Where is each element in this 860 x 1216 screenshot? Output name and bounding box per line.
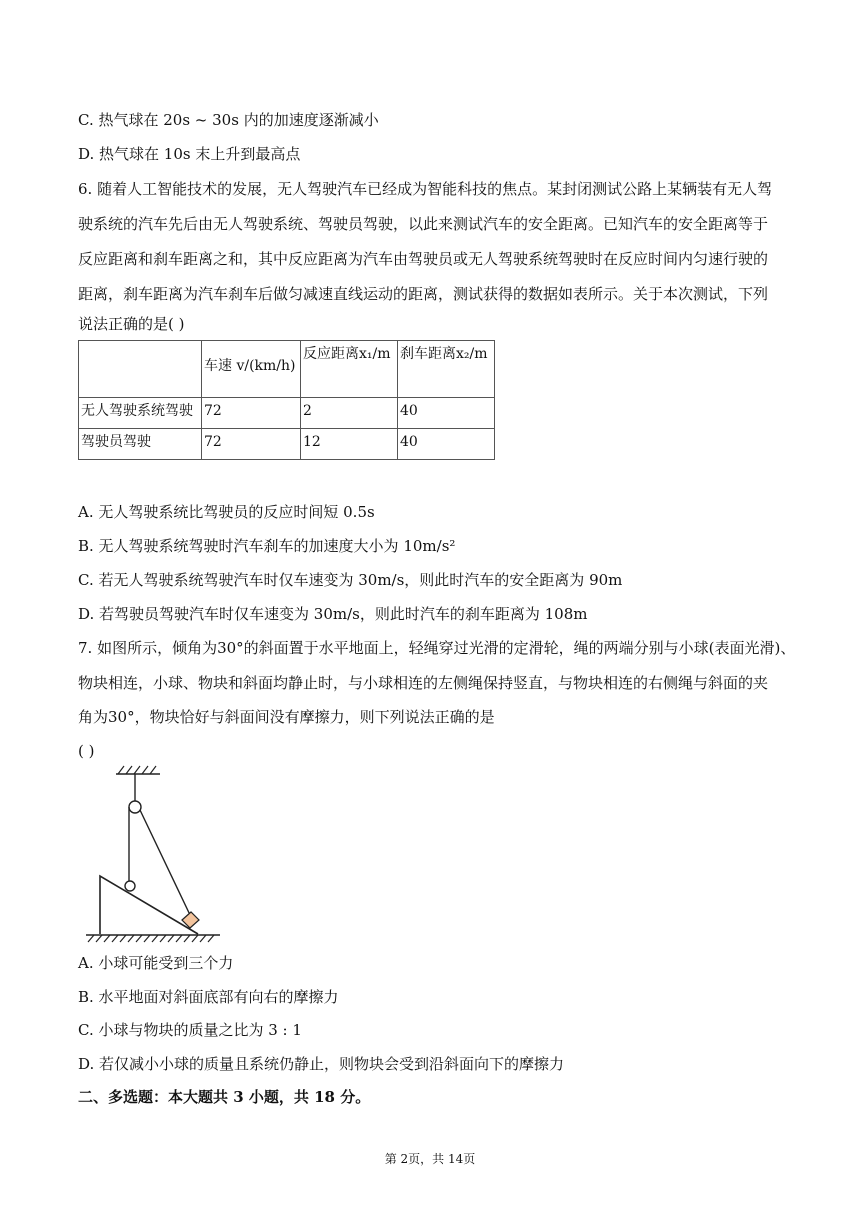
ceiling-hatch [118,766,156,774]
q6-stem-line-3: 反应距离和刹车距离之和，其中反应距离为汽车由驾驶员或无人驾驶系统驾驶时在反应时间内匀速行驶的 [78,250,769,268]
q6-stem-line-2: 驶系统的汽车先后由无人驾驶系统、驾驶员驾驶，以此来测试汽车的安全距离。已知汽车的安全距离等于 [78,215,769,233]
q6-option-d: D. 若驾驶员驾驶汽车时仅车速变为 30m/s，则此时汽车的刹车距离为 108m [78,605,588,623]
q7-stem-line-4: ( ) [78,742,95,760]
ball-icon [125,881,135,891]
incline-outline [100,876,198,934]
option-d-prev: D. 热气球在 10s 末上升到最高点 [78,145,301,163]
q6-option-b: B. 无人驾驶系统驾驶时汽车刹车的加速度大小为 10m/s² [78,537,456,555]
table-header-row [79,341,495,398]
option-c-prev: C. 热气球在 20s ~ 30s 内的加速度逐渐减小 [78,111,379,129]
ground-hatch [88,935,214,942]
page-footer: 第 2页，共 14页 [384,1152,476,1166]
table-cell: 40 [398,429,495,460]
q7-option-b: B. 水平地面对斜面底部有向右的摩擦力 [78,988,339,1006]
table-cell: 无人驾驶系统驾驶 [79,398,202,429]
right-rope [140,810,191,917]
table-row [79,429,495,460]
q7-stem-line-2: 物块相连，小球、物块和斜面均静止时，与小球相连的左侧绳保持竖直，与物块相连的右侧绳与斜面的夹 [78,674,769,692]
table-header-cell [202,341,301,398]
table-cell: 12 [301,429,398,460]
table-cell: 驾驶员驾驶 [79,429,202,460]
table-cell: 72 [202,429,301,460]
section-heading: 二、多选题：本大题共 3 小题，共 18 分。 [78,1088,371,1106]
table-cell: 72 [202,398,301,429]
q6-option-a: A. 无人驾驶系统比驾驶员的反应时间短 0.5s [78,503,375,521]
q6-stem-line-5: 说法正确的是( ) [78,315,185,333]
q6-stem-line-1: 6. 随着人工智能技术的发展，无人驾驶汽车已经成为智能科技的焦点。某封闭测试公路上某辆装有无人驾 [78,180,773,198]
table-cell: 40 [398,398,495,429]
q6-data-table [78,340,495,460]
table-header-cell: 刹车距离x₂/m [398,341,495,398]
table-row [79,398,495,429]
pulley-icon [129,801,141,813]
q7-stem-line-3: 角为30°，物块恰好与斜面间没有摩擦力，则下列说法正确的是 [78,708,495,726]
table-header-cell: 反应距离x₁/m [301,341,398,398]
q6-option-c: C. 若无人驾驶系统驾驶汽车时仅车速变为 30m/s，则此时汽车的安全距离为 90m [78,571,623,589]
table-cell: 2 [301,398,398,429]
table-header-cell [79,341,202,398]
q7-option-c: C. 小球与物块的质量之比为 3 : 1 [78,1021,302,1039]
q7-option-a: A. 小球可能受到三个力 [78,954,234,972]
q6-stem-line-4: 距离，刹车距离为汽车刹车后做匀减速直线运动的距离，测试获得的数据如表所示。关于本次测试，下列 [78,285,769,303]
incline-pulley-diagram [78,764,228,944]
q7-stem-line-1: 7. 如图所示，倾角为30°的斜面置于水平地面上，轻绳穿过光滑的定滑轮，绳的两端分别与小球(表面光滑)、 [78,639,796,657]
q7-option-d: D. 若仅减小小球的质量且系统仍静止，则物块会受到沿斜面向下的摩擦力 [78,1055,565,1073]
speed-header: 车速 v/(km/h) [204,358,296,374]
